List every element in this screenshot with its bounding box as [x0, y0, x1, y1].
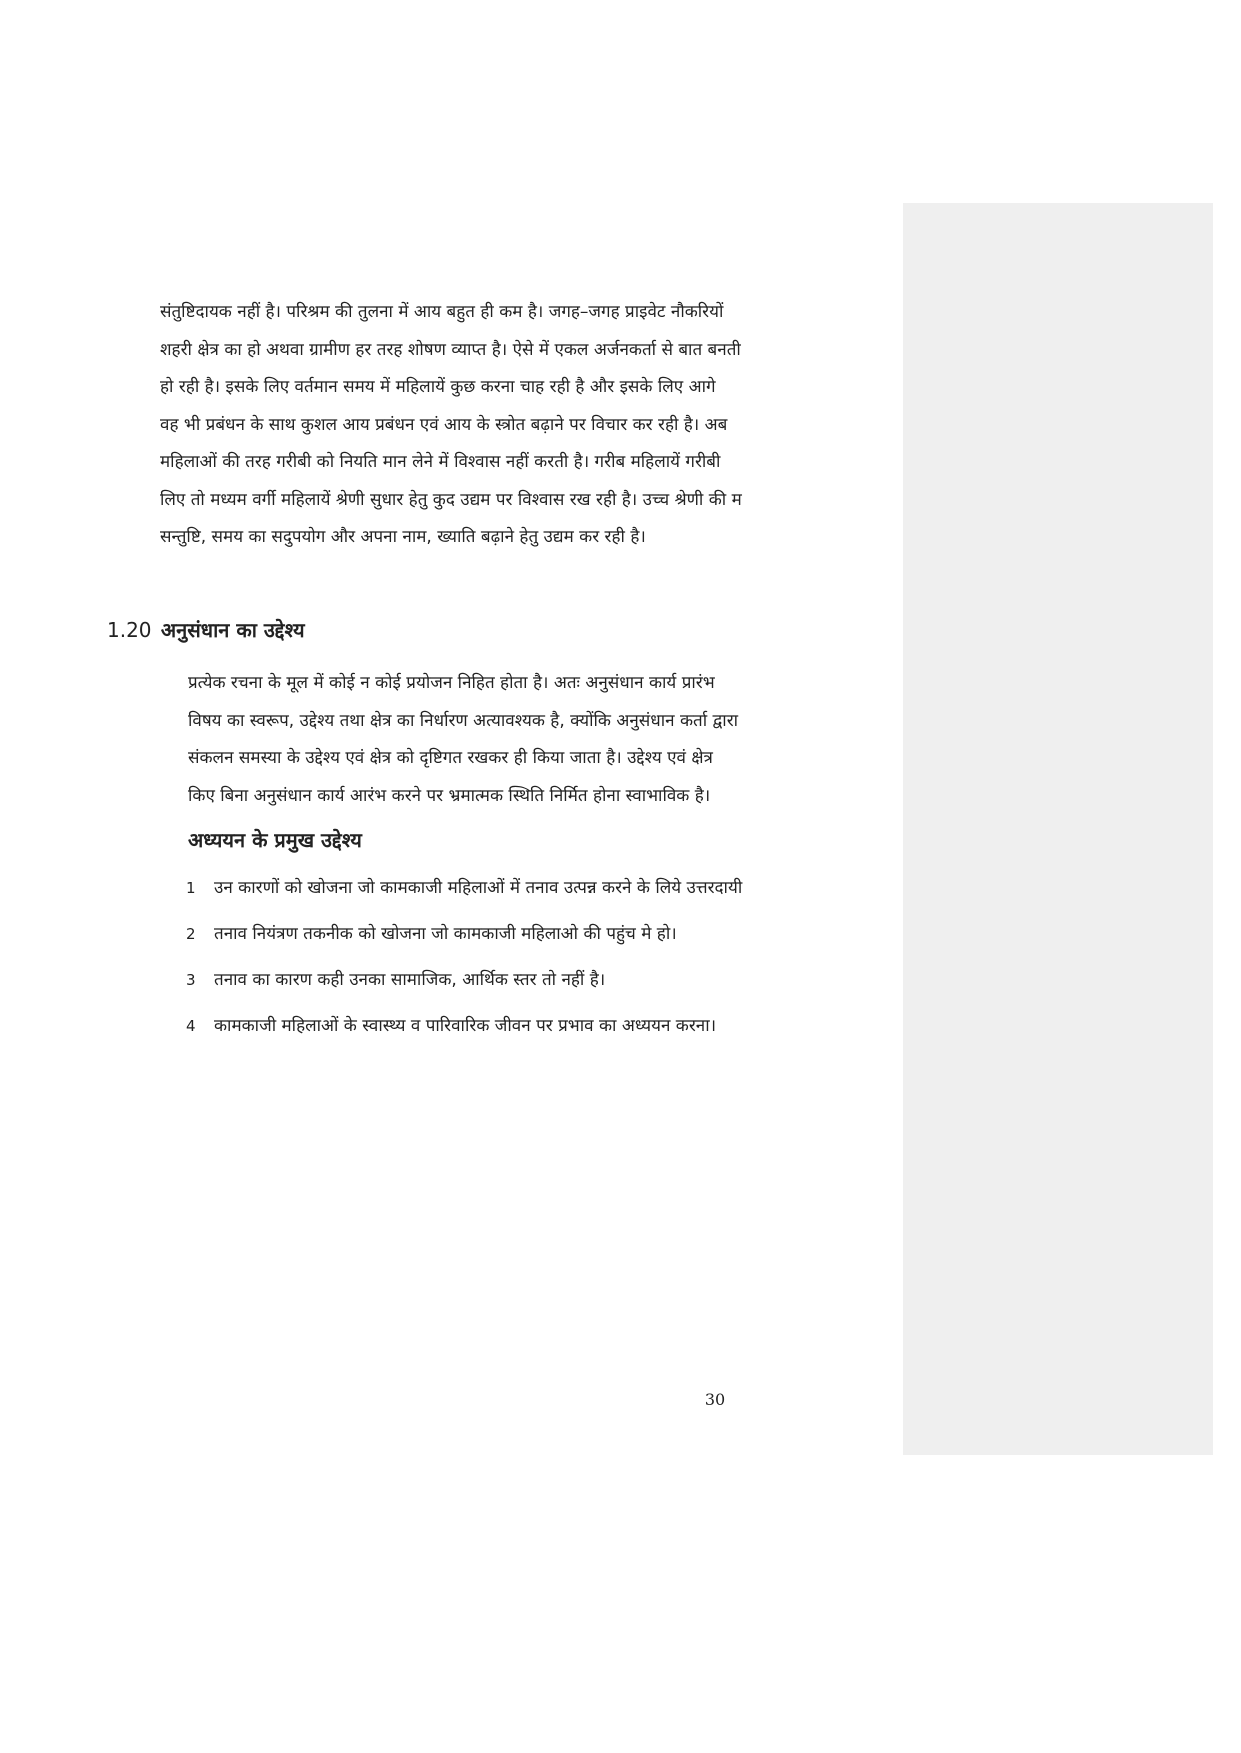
paragraph-line: लिए तो मध्यम वर्गी महिलायें श्रेणी सुधार हेतु कुद उद्यम पर विश्वास रख रही है। उच्च श्रेणी की म: [160, 489, 742, 510]
body-paragraph-2: [188, 665, 899, 815]
section-title: अनुसंधान का उद्देश्य: [160, 618, 305, 642]
objective-text: कामकाजी महिलाओं के स्वास्थ्य व पारिवारिक जीवन पर प्रभाव का अध्ययन करना।: [214, 1016, 717, 1036]
paragraph-line: प्रत्येक रचना के मूल में कोई न कोई प्रयोजन निहित होता है। अतः अनुसंधान कार्य प्रारंभ: [188, 673, 715, 693]
comment-margin-pane: [903, 203, 1213, 1455]
paragraph-line: किए बिना अनुसंधान कार्य आरंभ करने पर भ्रमात्मक स्थिति निर्मित होना स्वाभाविक है।: [188, 785, 711, 806]
objective-item: [186, 1009, 899, 1055]
paragraph-line: संतुष्टिदायक नहीं है। परिश्रम की तुलना में आय बहुत ही कम है। जगह–जगह प्राइवेट नौकरियों: [160, 302, 724, 322]
objective-number: 3: [186, 971, 196, 989]
paragraph-line: वह भी प्रबंधन के साथ कुशल आय प्रबंधन एवं आय के स्त्रोत बढ़ाने पर विचार कर रही है। अब: [160, 414, 728, 435]
section-heading: [107, 612, 305, 648]
paragraph-line: महिलाओं की तरह गरीबी को नियति मान लेने में विश्वास नहीं करती है। गरीब महिलायें गरीबी: [160, 452, 721, 472]
objective-item: [186, 963, 899, 1009]
objective-text: तनाव नियंत्रण तकनीक को खोजना जो कामकाजी महिलाओ की पहुंच मे हो।: [214, 924, 677, 944]
objectives-heading: अध्ययन के प्रमुख उद्देश्य: [188, 828, 362, 852]
paragraph-line: सन्तुष्टि, समय का सदुपयोग और अपना नाम, ख्याति बढ़ाने हेतु उद्यम कर रही है।: [160, 527, 646, 547]
page-number: 30: [704, 1390, 726, 1409]
body-paragraph-1: [160, 294, 899, 557]
paragraph-line: विषय का स्वरूप, उद्देश्य तथा क्षेत्र का निर्धारण अत्यावश्यक है, क्योंकि अनुसंधान कर्ता द्वारा: [188, 710, 739, 731]
objectives-list: [186, 871, 899, 1055]
objective-item: [186, 917, 899, 963]
paragraph-line: शहरी क्षेत्र का हो अथवा ग्रामीण हर तरह शोषण व्याप्त है। ऐसे में एकल अर्जनकर्ता से बात बनती: [160, 339, 741, 360]
objective-item: [186, 871, 899, 917]
section-number: 1.20: [107, 618, 152, 642]
objective-number: 1: [186, 879, 196, 897]
objective-number: 4: [186, 1017, 196, 1035]
objective-text: तनाव का कारण कही उनका सामाजिक, आर्थिक स्तर तो नहीं है।: [214, 970, 606, 990]
paragraph-line: संकलन समस्या के उद्देश्य एवं क्षेत्र को दृष्टिगत रखकर ही किया जाता है। उद्देश्य एवं क्षेत्र: [188, 748, 713, 768]
objective-text: उन कारणों को खोजना जो कामकाजी महिलाओं में तनाव उत्पन्न करने के लिये उत्तरदायी: [214, 878, 743, 898]
paragraph-line: हो रही है। इसके लिए वर्तमान समय में महिलायें कुछ करना चाह रही है और इसके लिए आगे: [160, 377, 716, 397]
objective-number: 2: [186, 925, 196, 943]
